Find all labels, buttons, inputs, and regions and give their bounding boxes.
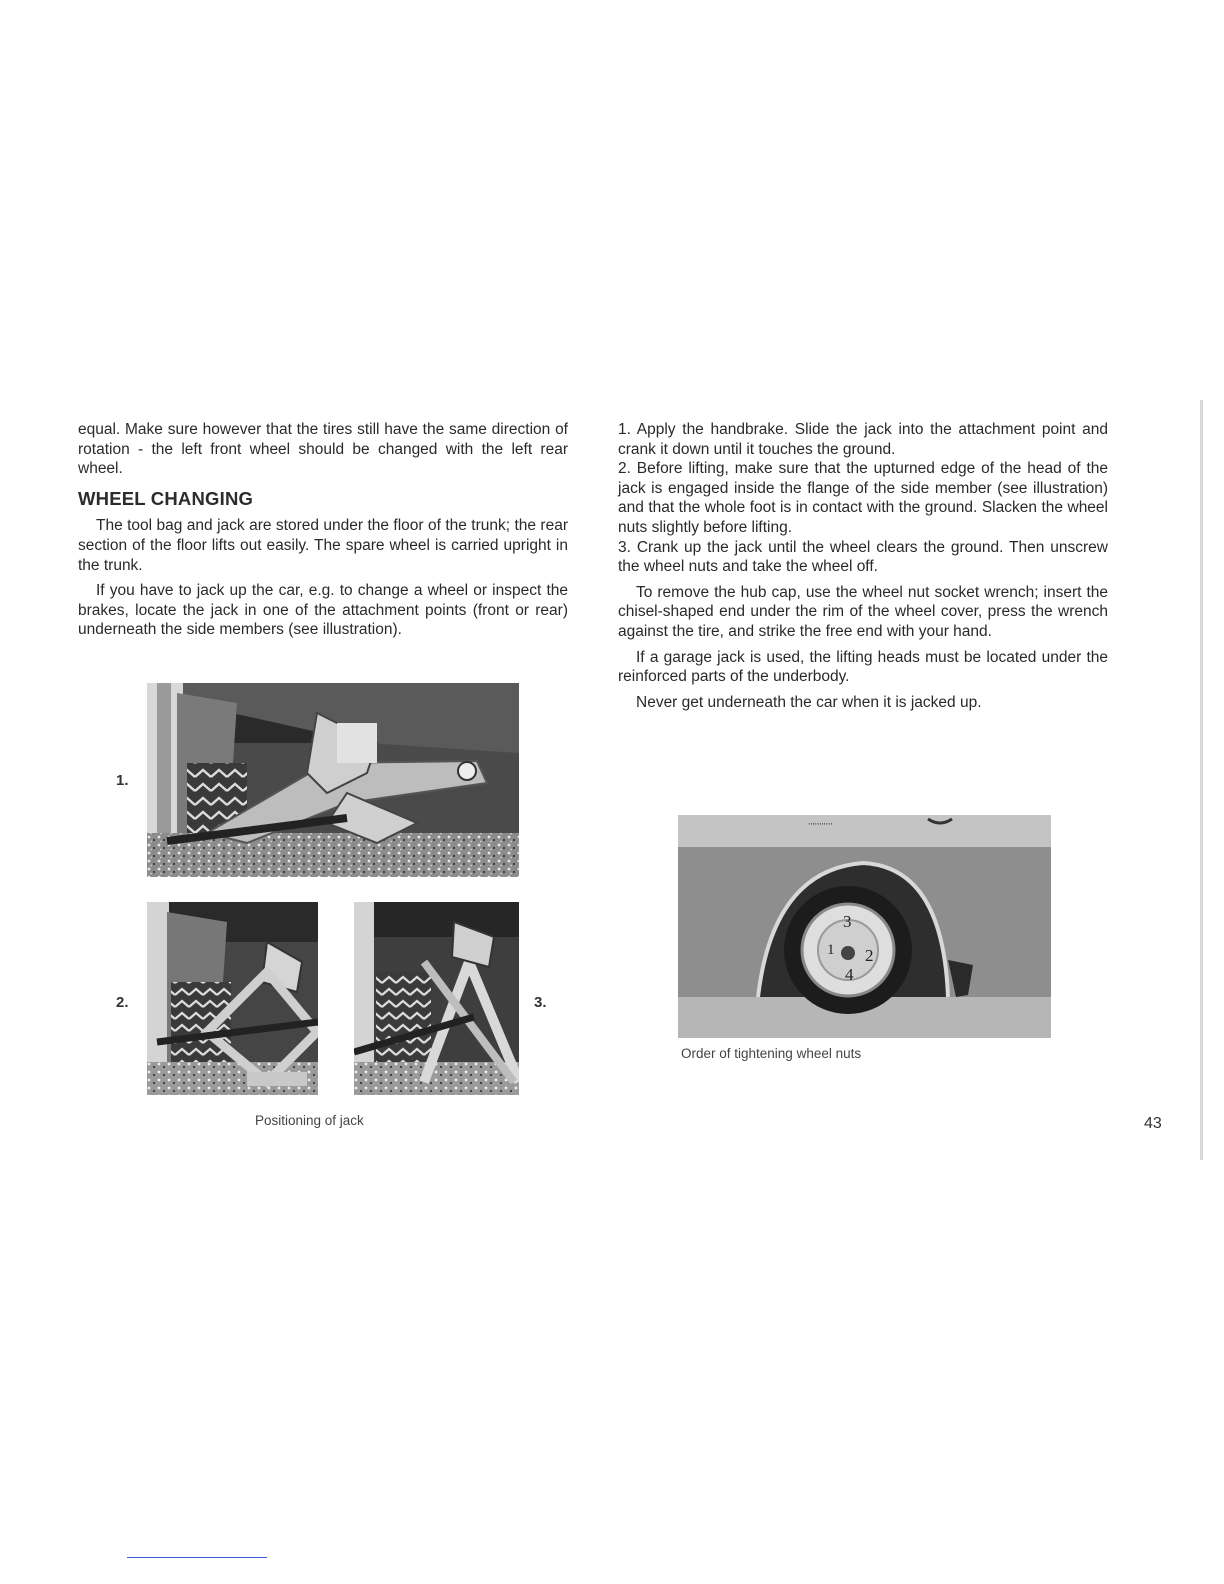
intro-paragraph: equal. Make sure however that the tires still have the same direction of rotation - the left front wheel should be changed with the left rear wheel. — [78, 421, 568, 478]
section-heading: WHEEL CHANGING — [78, 487, 254, 509]
hub-cap-paragraph: To remove the hub cap, use the wheel nut socket wrench; insert the chisel-shaped end under the rim of the wheel cover, press the wrench against the tire, and strike the free end with your hand. — [618, 583, 1108, 640]
left-column — [78, 420, 568, 646]
step-3: 3. Crank up the jack until the wheel clears the ground. Then unscrew the wheel nuts and take the wheel off. — [618, 538, 1108, 576]
jack-photo-1 — [147, 683, 519, 877]
figure-label-1: 1. — [116, 772, 129, 789]
nut-number-3: 3 — [843, 912, 852, 931]
nut-number-4: 4 — [845, 965, 854, 984]
safety-warning: Never get underneath the car when it is jacked up. — [636, 693, 982, 711]
nut-number-1: 1 — [827, 942, 835, 958]
page-edge-shadow — [1200, 400, 1203, 1160]
figure-label-2: 2. — [116, 994, 129, 1011]
jack-up-paragraph: If you have to jack up the car, e.g. to change a wheel or inspect the brakes, locate the jack in one of the attachment points (front or rear) underneath the side members (see illustration). — [78, 582, 568, 639]
right-column — [618, 420, 1108, 718]
jack-photo-2 — [147, 902, 318, 1095]
tool-bag-paragraph: The tool bag and jack are stored under the floor of the trunk; the rear section of the floor lifts out easily. The spare wheel is carried upright in the trunk. — [78, 517, 568, 574]
figure-label-3: 3. — [534, 994, 547, 1011]
wheel-nut-caption: Order of tightening wheel nuts — [681, 1046, 862, 1061]
step-1: 1. Apply the handbrake. Slide the jack into the attachment point and crank it down until it touches the ground. — [618, 421, 1108, 458]
svg-text:,,,,,,,,,,,: ,,,,,,,,,,, — [808, 817, 833, 826]
footer-rule — [127, 1557, 267, 1558]
nut-number-2: 2 — [865, 946, 874, 965]
jack-caption: Positioning of jack — [255, 1113, 364, 1128]
step-2: 2. Before lifting, make sure that the upturned edge of the head of the jack is engaged inside the flange of the side member (see illustration) and that the whole foot is in contact with the ground. Slacken the wheel nuts slightly before lifting. — [618, 460, 1108, 536]
garage-jack-paragraph: If a garage jack is used, the lifting heads must be located under the reinforced parts of the underbody. — [618, 648, 1108, 686]
wheel-nut-photo — [678, 815, 1051, 1038]
jack-photo-3 — [354, 902, 519, 1095]
page-number: 43 — [1144, 1115, 1162, 1132]
